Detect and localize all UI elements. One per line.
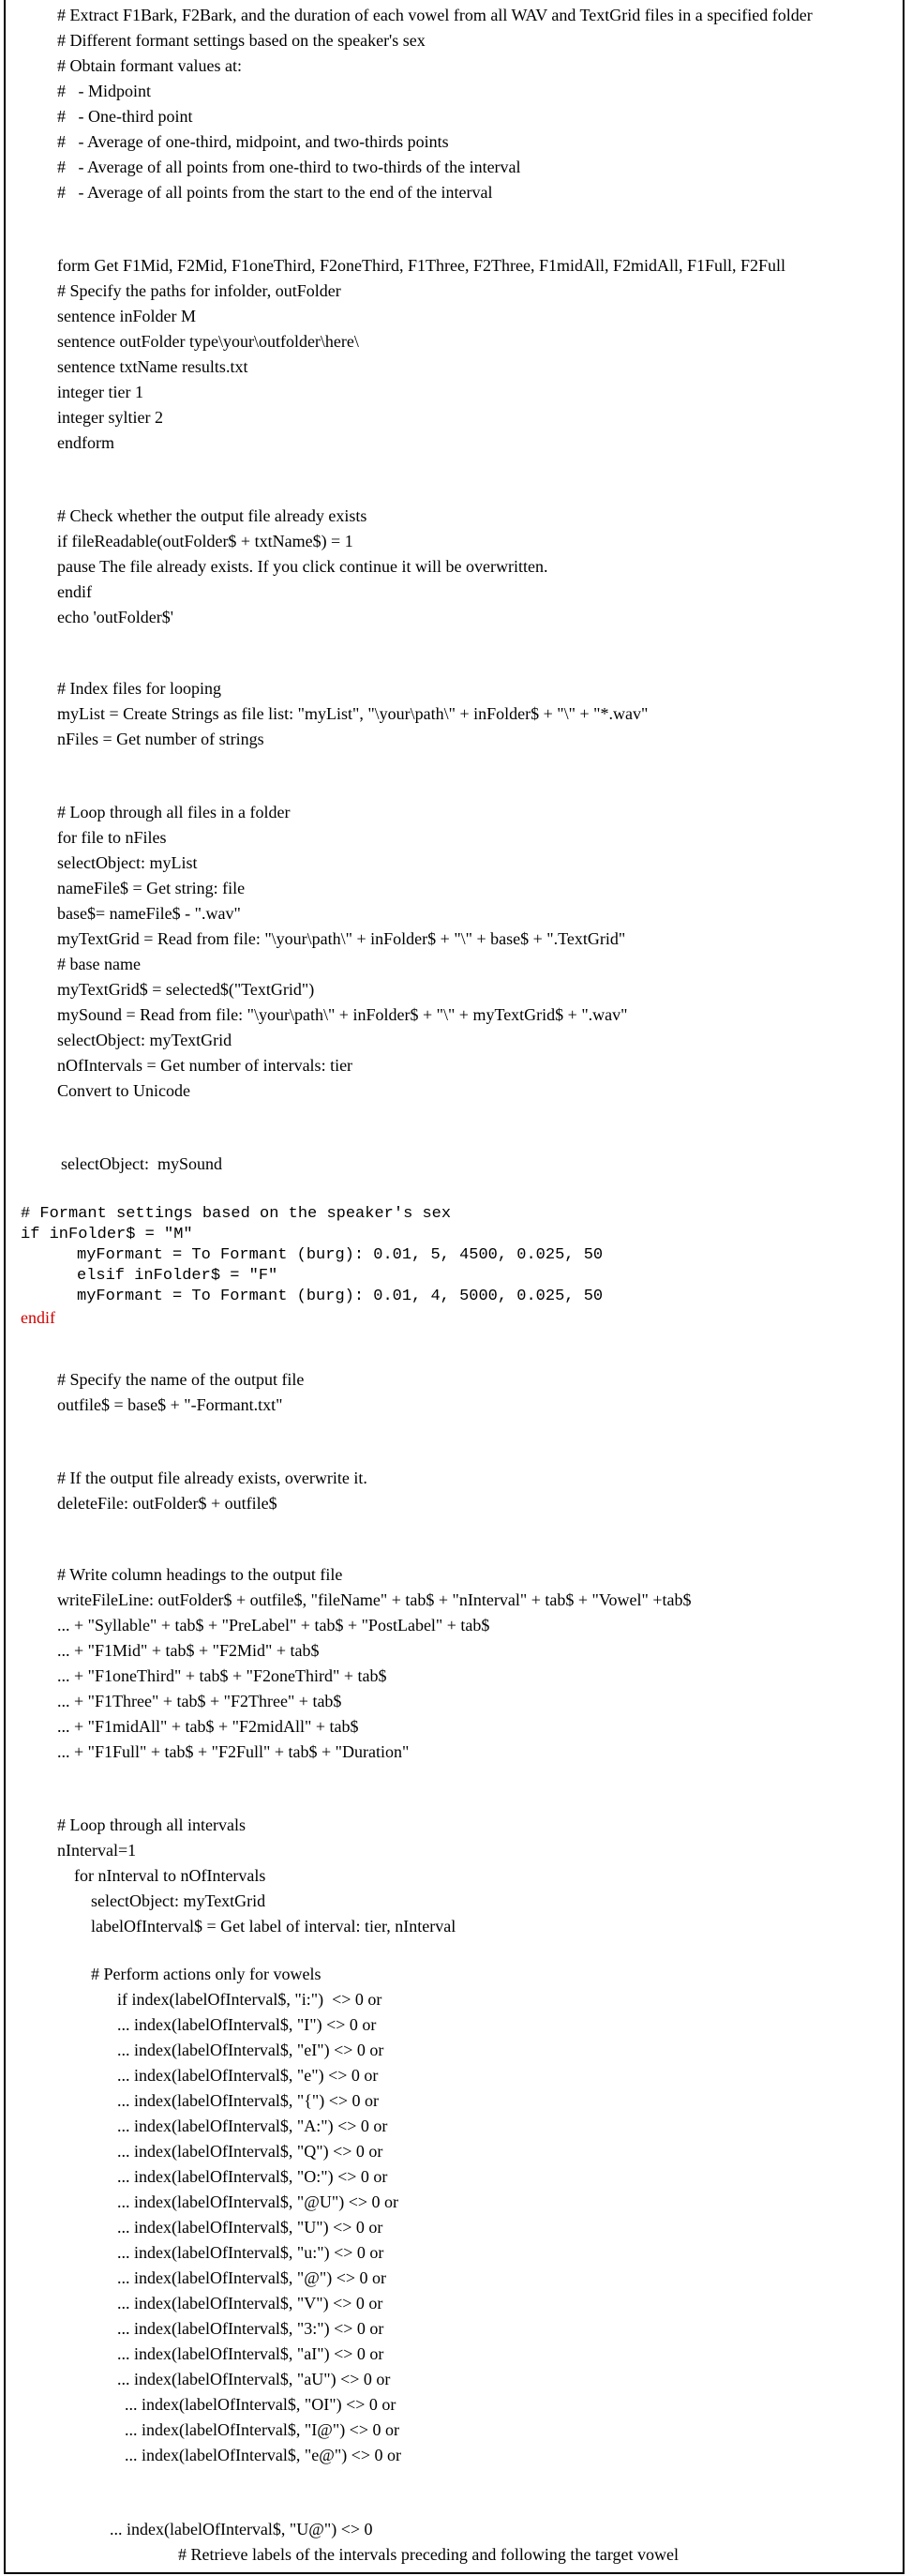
code-line: nameFile$ = Get string: file	[57, 879, 246, 897]
code-line: endform	[57, 433, 114, 452]
code-line: # base name	[57, 955, 141, 973]
code-line: # Write column headings to the output file	[57, 1565, 343, 1584]
code-line: # Retrieve labels of the intervals preceding and following the target vowel	[178, 2545, 679, 2564]
code-line: selectObject: mySound	[61, 1154, 222, 1173]
code-line: ... index(labelOfInterval$, "e@") <> 0 or	[125, 2446, 401, 2464]
code-line: deleteFile: outFolder$ + outfile$	[57, 1494, 277, 1513]
code-line: ... + "F1Three" + tab$ + "F2Three" + tab$	[57, 1692, 342, 1710]
code-line: ... index(labelOfInterval$, "A:") <> 0 or	[117, 2117, 388, 2135]
code-line: sentence outFolder type\your\outfolder\here\	[57, 332, 359, 351]
code-line: for file to nFiles	[57, 828, 167, 847]
code-line: ... + "F1Full" + tab$ + "F2Full" + tab$ + "Duration"	[57, 1742, 410, 1761]
code-line: # Extract F1Bark, F2Bark, and the duration of each vowel from all WAV and TextGrid files in a specified folder	[57, 6, 813, 24]
code-line: elsif inFolder$ = "F"	[77, 1267, 278, 1285]
code-line: # Index files for looping	[57, 679, 221, 698]
code-line: # - One-third point	[57, 107, 193, 126]
code-line: selectObject: myTextGrid	[91, 1891, 266, 1910]
code-line: # Loop through all files in a folder	[57, 803, 291, 821]
code-line: nInterval=1	[57, 1841, 137, 1860]
code-line: ... index(labelOfInterval$, "3:") <> 0 or	[117, 2319, 384, 2338]
code-line: integer syltier 2	[57, 408, 163, 427]
code-line: ... index(labelOfInterval$, "u:") <> 0 or	[117, 2243, 384, 2262]
code-line: ... index(labelOfInterval$, "I") <> 0 or	[117, 2015, 377, 2034]
code-line: base$= nameFile$ - ".wav"	[57, 904, 241, 923]
code-line: ... + "F1oneThird" + tab$ + "F2oneThird" + tab$	[57, 1666, 387, 1685]
code-line: myFormant = To Formant (burg): 0.01, 4, 5000, 0.025, 50	[77, 1288, 604, 1305]
code-line: ... index(labelOfInterval$, "eI") <> 0 or	[117, 2041, 384, 2059]
code-line: myTextGrid = Read from file: "\your\path\" + inFolder$ + "\" + base$ + ".TextGrid"	[57, 929, 626, 948]
code-line-endif: endif	[21, 1308, 55, 1327]
code-line: writeFileLine: outFolder$ + outfile$, "fileName" + tab$ + "nInterval" + tab$ + "Vowel" +tab$	[57, 1590, 692, 1609]
code-line: nFiles = Get number of strings	[57, 730, 264, 748]
code-line: ... index(labelOfInterval$, "@") <> 0 or	[117, 2268, 386, 2287]
code-line: # - Midpoint	[57, 82, 152, 100]
code-line: ... index(labelOfInterval$, "@U") <> 0 or	[117, 2192, 398, 2211]
code-line: ... index(labelOfInterval$, "aI") <> 0 or	[117, 2344, 384, 2363]
code-line: ... + "F1midAll" + tab$ + "F2midAll" + tab$	[57, 1717, 359, 1736]
code-line: nOfIntervals = Get number of intervals: tier	[57, 1056, 353, 1075]
code-line: # Specify the paths for infolder, outFolder	[57, 281, 341, 300]
code-line: # - Average of all points from one-third to two-thirds of the interval	[57, 158, 521, 176]
code-line: myList = Create Strings as file list: "myList", "\your\path\" + inFolder$ + "\" + "*.wav"	[57, 704, 649, 723]
code-line: if fileReadable(outFolder$ + txtName$) = 1	[57, 532, 353, 550]
code-line: # Obtain formant values at:	[57, 56, 242, 75]
code-line: myTextGrid$ = selected$("TextGrid")	[57, 980, 315, 999]
code-line: mySound = Read from file: "\your\path\" + inFolder$ + "\" + myTextGrid$ + ".wav"	[57, 1005, 628, 1024]
code-line: # Perform actions only for vowels	[91, 1965, 321, 1983]
code-line: ... index(labelOfInterval$, "U") <> 0 or	[117, 2218, 383, 2237]
code-line: for nInterval to nOfIntervals	[74, 1866, 266, 1885]
code-line: # Specify the name of the output file	[57, 1370, 305, 1389]
code-line: sentence txtName results.txt	[57, 357, 248, 376]
code-line: ... index(labelOfInterval$, "aU") <> 0 or	[117, 2370, 391, 2388]
code-line: echo 'outFolder$'	[57, 608, 173, 626]
code-line: # Check whether the output file already exists	[57, 506, 367, 525]
code-line: ... index(labelOfInterval$, "U@") <> 0	[110, 2520, 373, 2538]
code-line: ... index(labelOfInterval$, "V") <> 0 or	[117, 2294, 383, 2312]
code-line: if index(labelOfInterval$, "i:") <> 0 or	[117, 1990, 382, 2009]
code-line: myFormant = To Formant (burg): 0.01, 5, 4500, 0.025, 50	[77, 1246, 604, 1264]
code-line: sentence inFolder M	[57, 307, 196, 325]
code-line: labelOfInterval$ = Get label of interval: tier, nInterval	[91, 1917, 456, 1936]
code-line: ... index(labelOfInterval$, "I@") <> 0 or	[125, 2420, 399, 2439]
code-line: # - Average of all points from the start to the end of the interval	[57, 183, 493, 202]
code-line: # Loop through all intervals	[57, 1815, 246, 1834]
code-line: ... index(labelOfInterval$, "O:") <> 0 or	[117, 2167, 388, 2186]
code-line: ... index(labelOfInterval$, "e") <> 0 or	[117, 2066, 379, 2085]
code-line: ... + "F1Mid" + tab$ + "F2Mid" + tab$	[57, 1641, 320, 1660]
code-line: ... index(labelOfInterval$, "OI") <> 0 or	[125, 2395, 396, 2414]
code-line: # Different formant settings based on the speaker's sex	[57, 31, 426, 50]
code-line: Convert to Unicode	[57, 1081, 190, 1100]
code-line: selectObject: myTextGrid	[57, 1031, 232, 1049]
code-line: # - Average of one-third, midpoint, and two-thirds points	[57, 132, 449, 151]
code-line: outfile$ = base$ + "-Formant.txt"	[57, 1395, 283, 1414]
code-line: endif	[57, 582, 92, 601]
code-line: ... index(labelOfInterval$, "{") <> 0 or	[117, 2091, 380, 2110]
code-line: selectObject: myList	[57, 853, 198, 872]
code-line: # Formant settings based on the speaker's sex	[21, 1205, 452, 1223]
code-line: form Get F1Mid, F2Mid, F1oneThird, F2oneThird, F1Three, F2Three, F1midAll, F2midAll, F1Full, F2Full	[57, 256, 786, 275]
code-line: ... + "Syllable" + tab$ + "PreLabel" + tab$ + "PostLabel" + tab$	[57, 1616, 490, 1634]
code-line: integer tier 1	[57, 383, 143, 401]
code-line: ... index(labelOfInterval$, "Q") <> 0 or	[117, 2142, 383, 2161]
code-line: # If the output file already exists, overwrite it.	[57, 1469, 367, 1487]
code-line: pause The file already exists. If you click continue it will be overwritten.	[57, 557, 548, 576]
code-line: if inFolder$ = "M"	[21, 1226, 193, 1243]
